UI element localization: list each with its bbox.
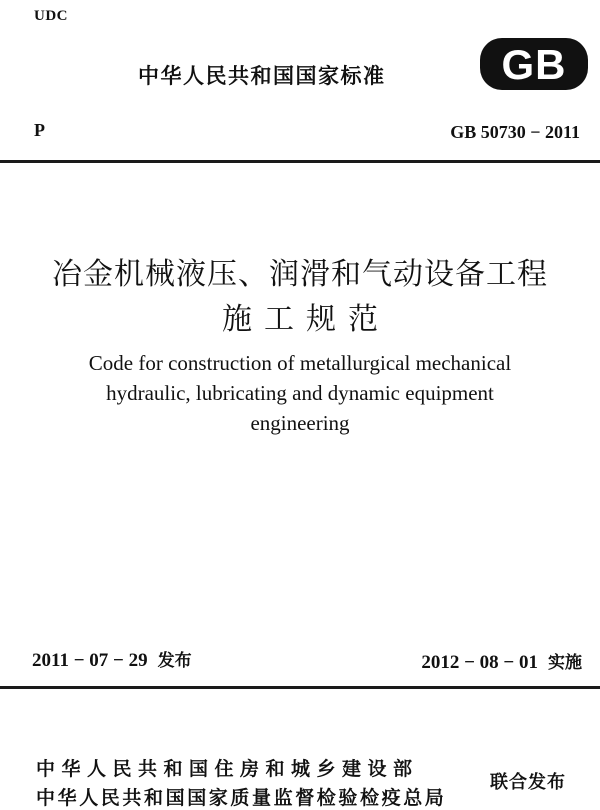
bottom-divider <box>0 686 600 689</box>
publisher-1: 中华人民共和国住房和城乡建设部 <box>36 758 419 780</box>
national-standard-title: 中华人民共和国国家标准 <box>138 64 386 88</box>
issue-label: 发布 <box>157 651 192 671</box>
english-title-line-1: Code for construction of metallurgical mechanical <box>88 351 512 375</box>
english-title-line-2: hydraulic, lubricating and dynamic equipment <box>106 381 494 405</box>
effective-date: 2012 − 08 − 01 <box>421 652 538 673</box>
udc-label: UDC <box>34 8 68 24</box>
gb-logo <box>478 36 590 92</box>
standard-number: GB 50730 − 2011 <box>450 122 580 142</box>
issue-date: 2011 − 07 − 29 <box>32 650 148 671</box>
category-code: P <box>34 120 45 140</box>
effective-date-block <box>421 648 582 674</box>
publisher-2: 中华人民共和国国家质量监督检验检疫总局 <box>36 787 447 809</box>
english-title-line-3: engineering <box>250 411 350 435</box>
top-divider <box>0 160 600 163</box>
english-title <box>0 348 600 438</box>
issue-date-block <box>32 646 192 672</box>
effective-label: 实施 <box>548 653 582 673</box>
chinese-title-line-1: 冶金机械液压、润滑和气动设备工程 <box>52 257 548 292</box>
joint-release-label: 联合发布 <box>490 772 566 793</box>
chinese-title-line-2: 施工规范 <box>222 302 390 337</box>
gb-logo-text: GB <box>501 41 567 88</box>
